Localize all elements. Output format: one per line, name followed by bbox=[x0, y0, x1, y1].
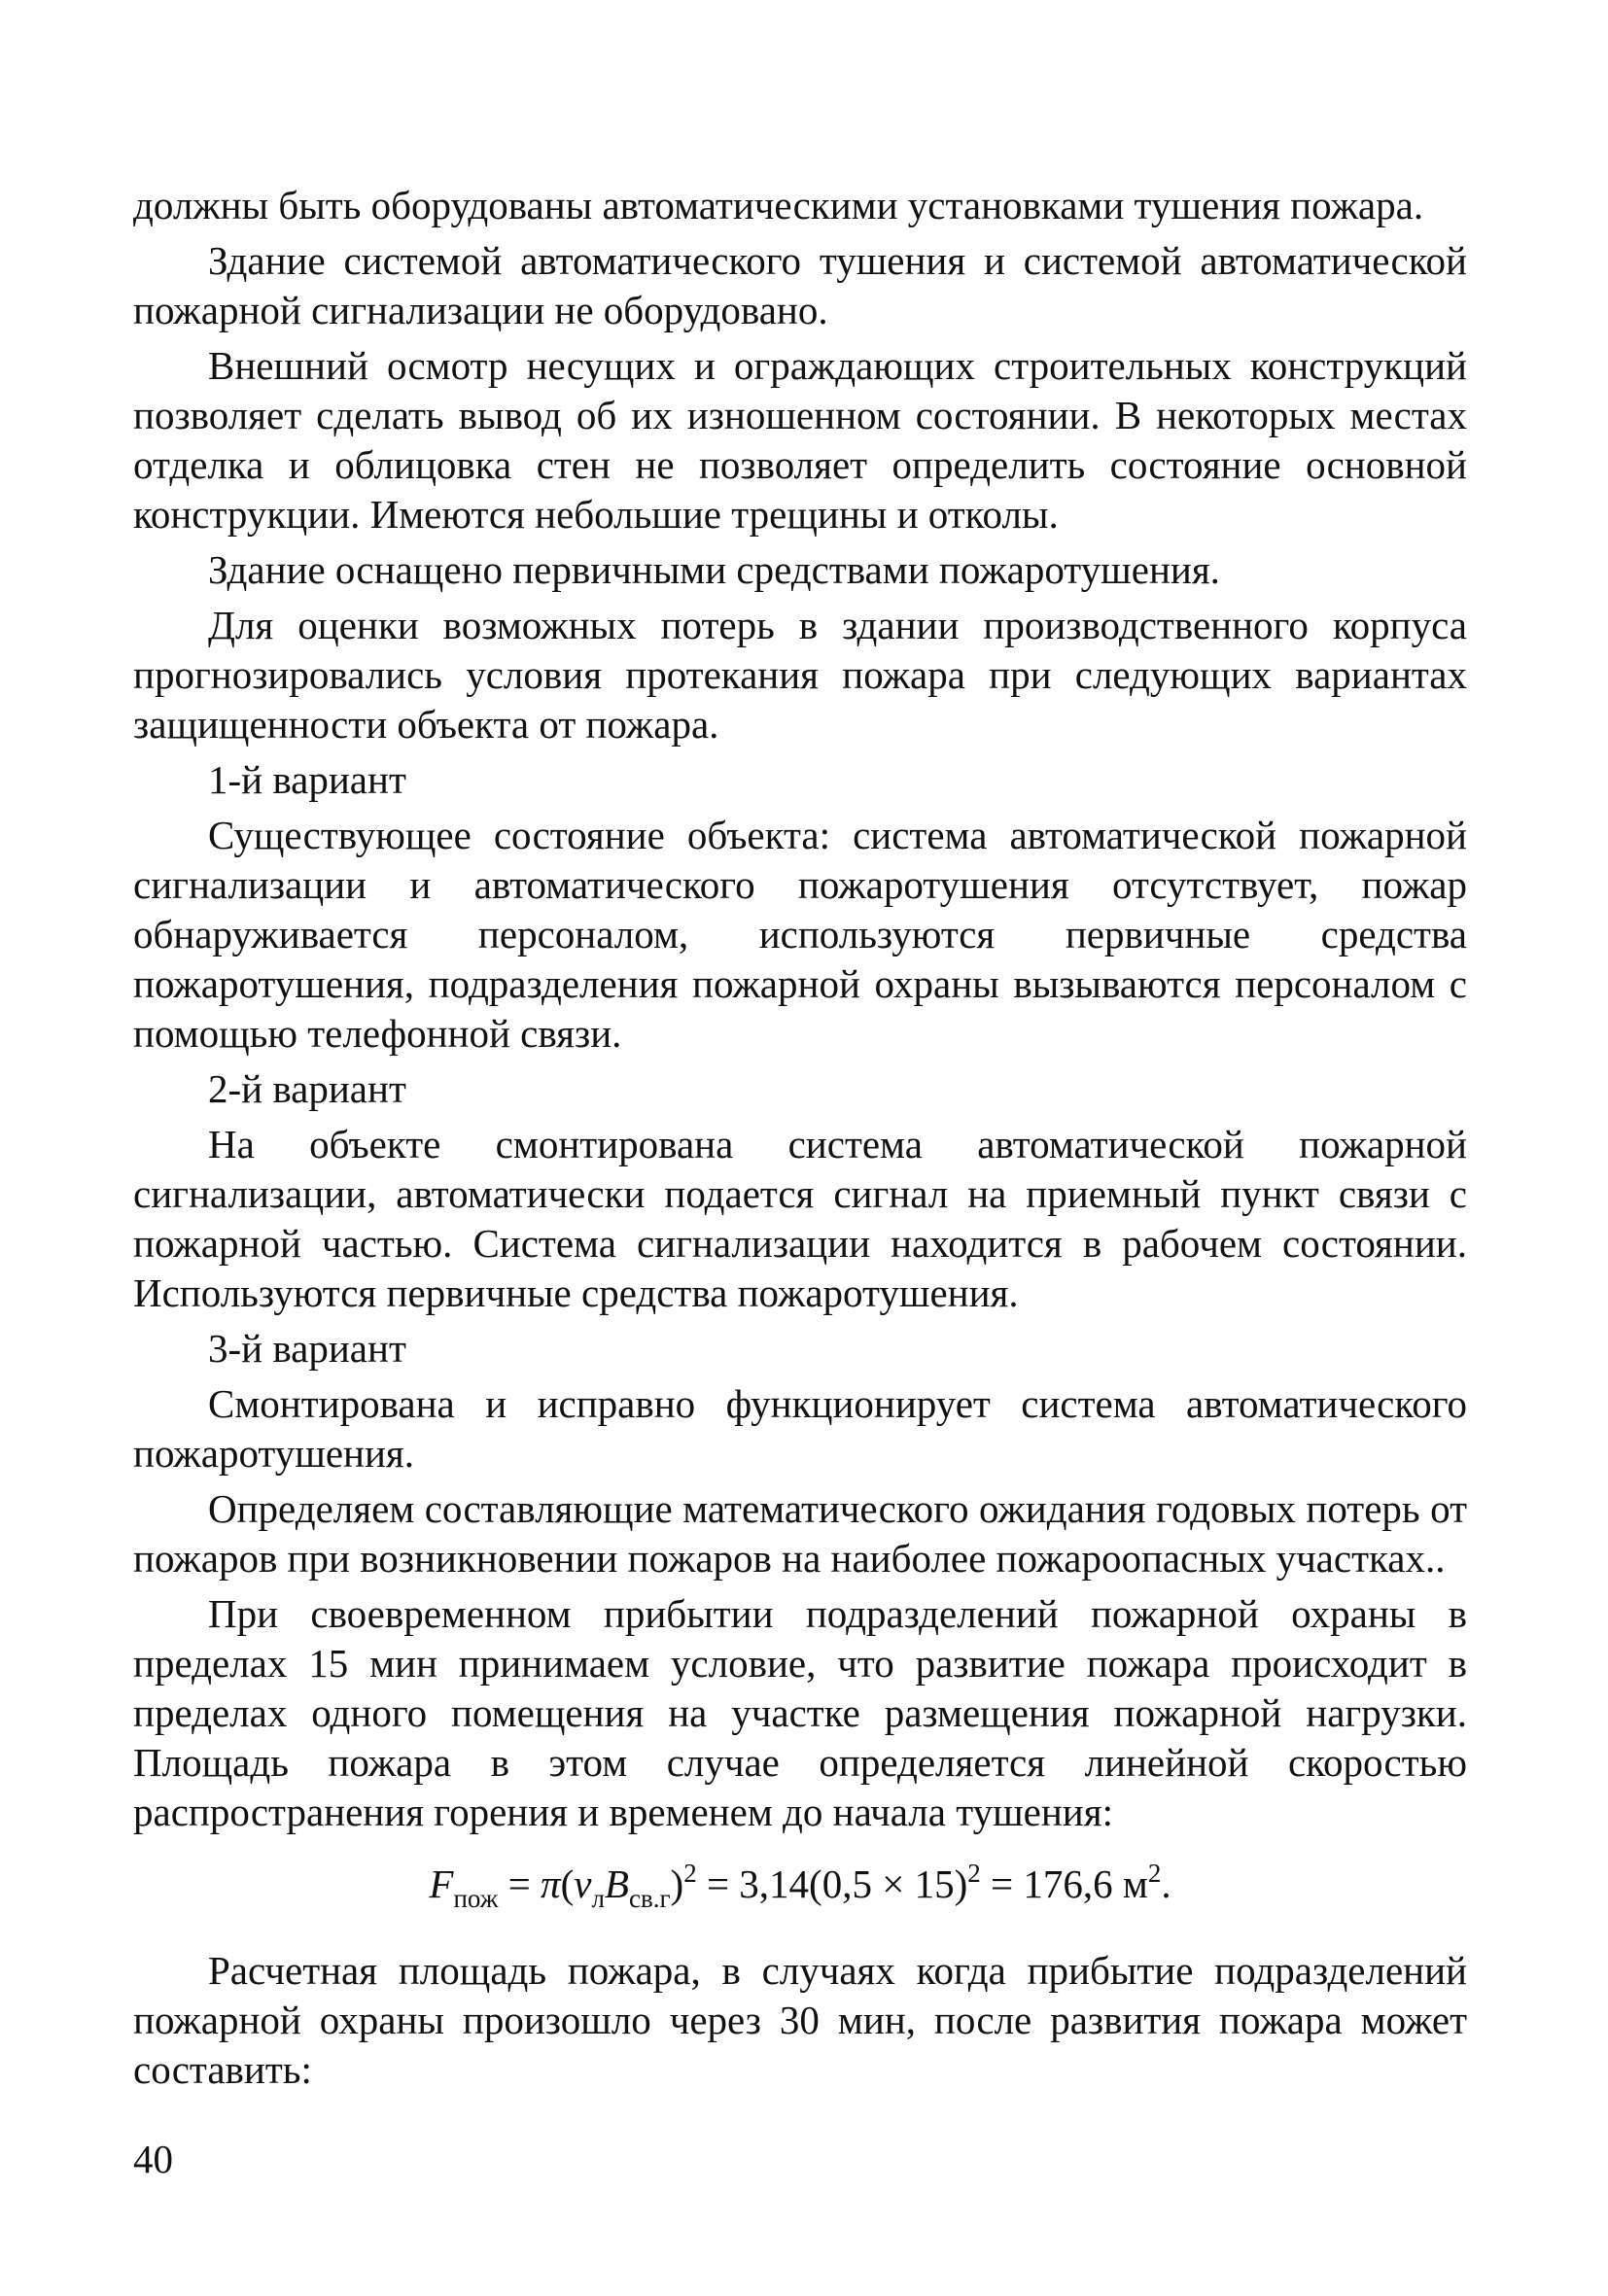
formula-exponent-1: 2 bbox=[683, 1859, 697, 1888]
variant-2-description: На объекте смонтирована система автоматической пожарной сигнализации, автоматически подается сигнал на приемный пункт связи с пожарной частью. Система сигнализации находится в рабочем состоянии. Используются первичные средства пожаротушения. bbox=[133, 1122, 1467, 1315]
paragraph-expected-losses: Определяем составляющие математического ожидания годовых потерь от пожаров при возникновении пожаров на наиболее пожароопасных участках.. bbox=[133, 1486, 1467, 1581]
formula-exponent-2: 2 bbox=[967, 1859, 981, 1888]
formula-pi: π bbox=[541, 1861, 561, 1906]
paragraph-inspection: Внешний осмотр несущих и ограждающих строительных конструкций позволяет сделать вывод об их изношенном состоянии. В некоторых местах отделка и облицовка стен не позволяет определить состояние основной конструкции. Имеются небольшие трещины и отколы. bbox=[133, 343, 1467, 537]
formula-calculation: = 3,14(0,5 × 15) bbox=[696, 1861, 968, 1906]
formula-open-paren: ( bbox=[560, 1861, 575, 1906]
variant-3-description: Смонтирована и исправно функционирует система автоматического пожаротушения. bbox=[133, 1381, 1467, 1476]
paragraph-30-min-area: Расчетная площадь пожара, в случаях когда прибытие подразделений пожарной охраны произошло через 30 мин, после развития пожара может составить: bbox=[133, 1948, 1467, 2092]
formula-b-symbol: B bbox=[604, 1861, 629, 1906]
paragraph-continuation: должны быть оборудованы автоматическими установками тушения пожара. bbox=[133, 183, 1424, 227]
formula-end: . bbox=[1161, 1861, 1171, 1906]
page-body bbox=[133, 181, 1467, 2101]
paragraph-fire-area-condition: При своевременном прибытии подразделений пожарной охраны в пределах 15 мин принимаем условие, что развитие пожара происходит в пределах одного помещения на участке размещения пожарной нагрузки. Площадь пожара в этом случае определяется линейной скоростью распространения горения и временем до начала тушения: bbox=[133, 1591, 1467, 1834]
formula-lhs-subscript: пож bbox=[453, 1884, 499, 1913]
formula-v-symbol: v bbox=[574, 1861, 592, 1906]
formula-v-subscript: л bbox=[591, 1884, 605, 1913]
fire-area-formula bbox=[133, 1855, 1467, 1913]
paragraph-no-auto-systems: Здание системой автоматического тушения и системой автоматической пожарной сигнализации не оборудовано. bbox=[133, 238, 1467, 332]
variant-3-heading: 3-й вариант bbox=[208, 1326, 406, 1371]
formula-result: = 176,6 м bbox=[980, 1861, 1148, 1906]
formula-equals: = bbox=[498, 1861, 542, 1906]
formula-exponent-3: 2 bbox=[1147, 1859, 1162, 1888]
formula-close-paren: ) bbox=[670, 1861, 684, 1906]
page-number: 40 bbox=[133, 2137, 173, 2181]
formula-b-subscript: св.г bbox=[628, 1884, 671, 1913]
paragraph-loss-estimation: Для оценки возможных потерь в здании производственного корпуса прогнозировались условия протекания пожара при следующих вариантах защищенности объекта от пожара. bbox=[133, 603, 1467, 747]
variant-1-description: Существующее состояние объекта: система автоматической пожарной сигнализации и автоматического пожаротушения отсутствует, пожар обнаруживается персоналом, используются первичные средства пожаротушения, подразделения пожарной охраны вызываются персоналом с помощью телефонной связи. bbox=[133, 813, 1467, 1056]
variant-2-heading: 2-й вариант bbox=[208, 1066, 406, 1111]
paragraph-primary-means: Здание оснащено первичными средствами пожаротушения. bbox=[208, 547, 1220, 592]
formula-lhs-symbol: F bbox=[429, 1861, 454, 1906]
variant-1-heading: 1-й вариант bbox=[208, 757, 406, 802]
